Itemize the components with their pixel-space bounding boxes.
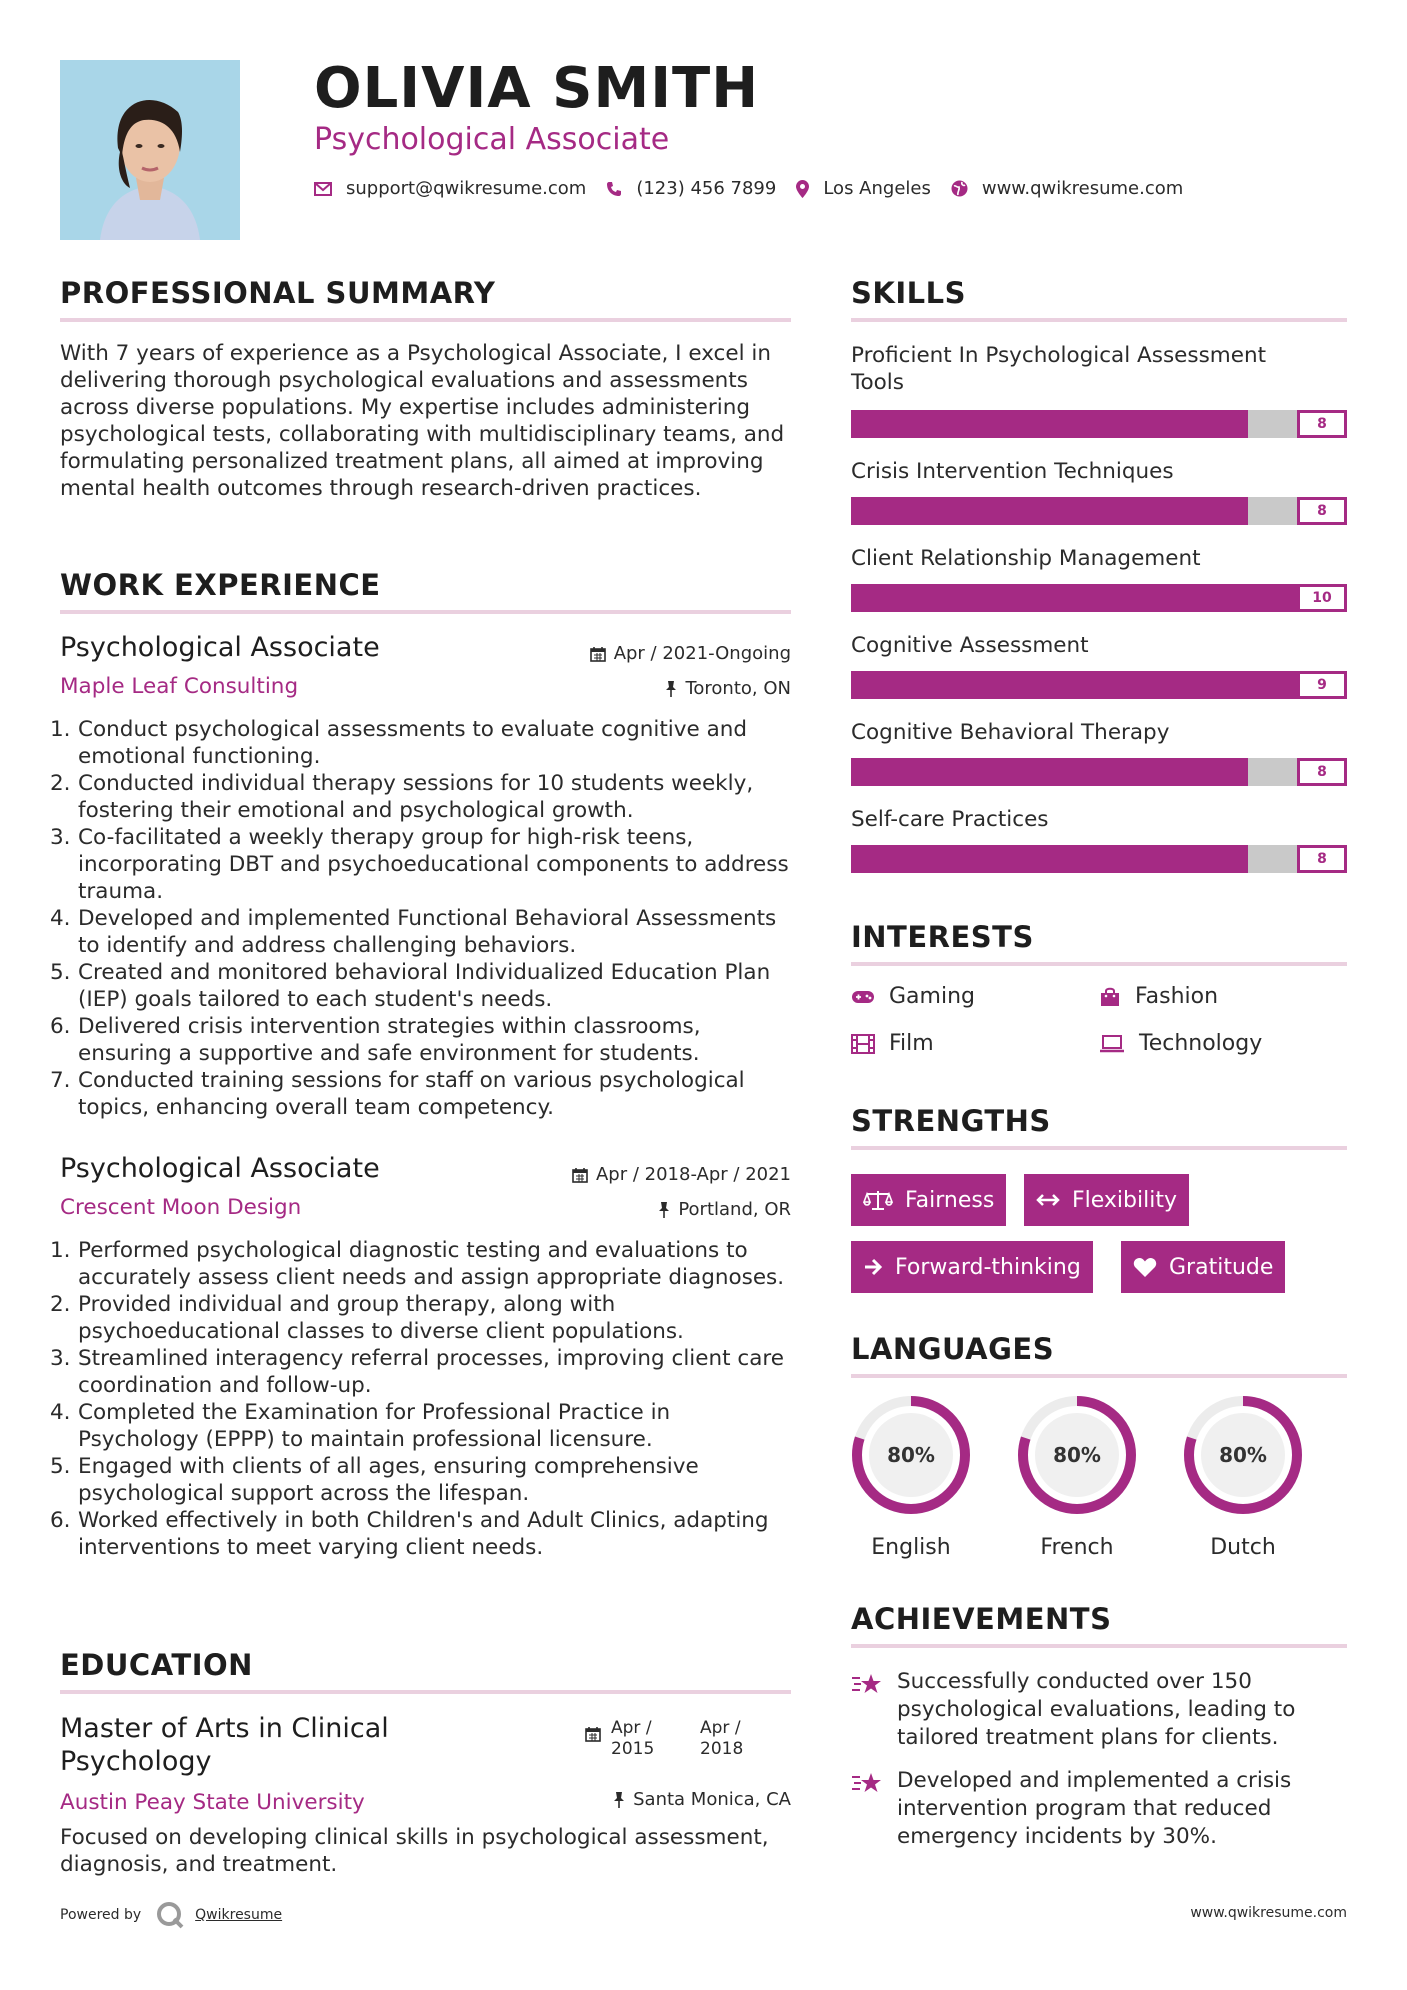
achievements-heading: ACHIEVEMENTS <box>851 1602 1112 1636</box>
interest-item <box>851 1031 934 1056</box>
skill-label: Cognitive Assessment <box>851 633 1089 658</box>
bullet-text: Worked effectively in both Children's and Adult Clinics, adapting interventions to meet varying client needs. <box>78 1508 769 1560</box>
strength-badge <box>1121 1241 1285 1293</box>
skill-label: Proficient In Psychological Assessment Tools <box>851 343 1266 395</box>
bullet-text: Conducted training sessions for staff on various psychological topics, enhancing overall team competency. <box>78 1068 745 1120</box>
language-label: Dutch <box>1210 1535 1276 1560</box>
language-label: French <box>1040 1535 1114 1560</box>
skill-bar-fill <box>851 410 1248 438</box>
calendar-icon <box>590 646 606 662</box>
bullet-text: Conducted individual therapy sessions for 10 students weekly, fostering their emotional and psychological growth. <box>78 771 754 823</box>
skill-bar <box>851 497 1347 525</box>
shopping-bag-icon <box>1099 986 1121 1008</box>
contact-website[interactable] <box>951 178 1183 199</box>
job-dates-text: Apr / 2018-Apr / 2021 <box>595 1164 791 1185</box>
language-percent: 80% <box>1219 1443 1267 1467</box>
globe-icon <box>951 180 968 197</box>
heart-icon <box>1133 1257 1157 1278</box>
language-ring <box>849 1393 973 1517</box>
strengths-rule <box>851 1146 1347 1150</box>
location-text: Los Angeles <box>823 178 931 199</box>
skill-bar <box>851 671 1347 699</box>
edu-start-date <box>611 1718 654 1760</box>
interest-label: Film <box>889 1031 934 1056</box>
edu-start-month: Apr / <box>611 1718 652 1738</box>
bullet-text: Provided individual and group therapy, along with psychoeducational classes to diverse client populations. <box>78 1292 684 1344</box>
list-item: 6. Delivered crisis intervention strategies within classrooms, ensuring a supportive and safe environment for students. <box>50 1014 701 1066</box>
edu-location-text: Santa Monica, CA <box>633 1789 791 1810</box>
powered-by-text: Powered by <box>60 1907 142 1923</box>
balance-scale-icon <box>863 1189 893 1211</box>
list-item: 3. Co-facilitated a weekly therapy group for high-risk teens, incorporating DBT and psychoeducational components to address trauma. <box>50 825 789 904</box>
interest-item <box>851 984 975 1009</box>
interest-item <box>1099 1031 1262 1056</box>
strengths-heading: STRENGTHS <box>851 1104 1051 1138</box>
job-bullets <box>50 1237 790 1561</box>
skill-bar <box>851 758 1347 786</box>
skill-bar <box>851 584 1347 612</box>
strength-label: Fairness <box>905 1187 995 1213</box>
experience-rule <box>60 610 791 614</box>
bullet-text: Delivered crisis intervention strategies within classrooms, ensuring a supportive and safe environment for students. <box>78 1014 701 1066</box>
contact-location <box>796 178 931 199</box>
pushpin-icon <box>613 1791 625 1808</box>
list-item: 2. Conducted individual therapy sessions for 10 students weekly, fostering their emotional and psychological growth. <box>50 771 754 823</box>
job-location-text: Portland, OR <box>678 1199 791 1220</box>
edu-end-month: Apr / <box>700 1718 741 1738</box>
interests-heading: INTERESTS <box>851 920 1034 954</box>
shooting-star-icon <box>851 1670 883 1698</box>
footer-powered <box>60 1900 282 1930</box>
contact-phone[interactable] <box>606 178 776 199</box>
arrow-right-icon <box>863 1258 883 1276</box>
skill-bar-fill <box>851 845 1248 873</box>
skills-heading: SKILLS <box>851 276 966 310</box>
summary-text: With 7 years of experience as a Psychological Associate, I excel in delivering thorough psychological evaluations and assessments across diverse populations. My expertise includes administering psychological tests, collaborating with multidisciplinary teams, and formulating personalized treatment plans, all aimed at improving mental health outcomes through research-driven practices. <box>60 341 785 501</box>
envelope-icon <box>314 182 332 196</box>
list-item: 6. Worked effectively in both Children's and Adult Clinics, adapting interventions to meet varying client needs. <box>50 1508 769 1560</box>
skill-label: Cognitive Behavioral Therapy <box>851 720 1170 745</box>
brand-link[interactable]: Qwikresume <box>195 1907 283 1923</box>
skill-bar-fill <box>851 584 1347 612</box>
strength-badge <box>851 1174 1006 1226</box>
map-marker-icon <box>796 180 809 198</box>
pushpin-icon <box>658 1201 670 1218</box>
job-bullets <box>50 716 790 1121</box>
summary-rule <box>60 318 791 322</box>
bullet-text: Completed the Examination for Professional Practice in Psychology (EPPP) to maintain professional licensure. <box>78 1400 671 1452</box>
edu-end-date <box>700 1718 743 1760</box>
strength-label: Forward-thinking <box>895 1254 1081 1280</box>
strength-badge <box>851 1241 1093 1293</box>
contact-email[interactable] <box>314 178 586 199</box>
website-text: www.qwikresume.com <box>981 178 1184 199</box>
job-dates <box>572 1164 791 1185</box>
list-item: 4. Developed and implemented Functional Behavioral Assessments to identify and address challenging behaviors. <box>50 906 777 958</box>
experience-heading: WORK EXPERIENCE <box>60 568 381 602</box>
achievement-item <box>851 1767 1341 1851</box>
skill-score-badge: 8 <box>1297 410 1347 438</box>
edu-description: Focused on developing clinical skills in psychological assessment, diagnosis, and treatment. <box>60 1825 769 1877</box>
strength-label: Gratitude <box>1169 1254 1274 1280</box>
interest-label: Technology <box>1139 1031 1263 1056</box>
skill-score-badge: 8 <box>1297 497 1347 525</box>
skill-score-badge: 8 <box>1297 758 1347 786</box>
list-item: 1. Conduct psychological assessments to evaluate cognitive and emotional functioning. <box>50 717 748 769</box>
email-text: support@qwikresume.com <box>346 178 587 199</box>
edu-location <box>613 1789 791 1810</box>
interest-label: Fashion <box>1135 984 1219 1009</box>
skill-score-badge: 8 <box>1297 845 1347 873</box>
film-icon <box>851 1034 875 1054</box>
profile-photo <box>60 60 240 240</box>
skill-bar-fill <box>851 758 1248 786</box>
edu-start-year: 2015 <box>611 1739 655 1759</box>
education-rule <box>60 1690 791 1694</box>
list-item: 5. Engaged with clients of all ages, ensuring comprehensive psychological support across the lifespan. <box>50 1454 699 1506</box>
language-ring <box>1181 1393 1305 1517</box>
job-title: Psychological Associate <box>60 1153 380 1184</box>
language-percent: 80% <box>887 1443 935 1467</box>
education-heading: EDUCATION <box>60 1648 253 1682</box>
list-item: 1. Performed psychological diagnostic testing and evaluations to accurately assess client needs and assign appropriate diagnoses. <box>50 1238 785 1290</box>
skill-label: Client Relationship Management <box>851 546 1201 571</box>
skill-score-badge: 9 <box>1297 671 1347 699</box>
job-title: Psychological Associate <box>60 632 380 663</box>
gamepad-icon <box>851 989 875 1005</box>
bullet-text: Streamlined interagency referral processes, improving client care coordination and follow-up. <box>78 1346 784 1398</box>
achievement-item <box>851 1668 1341 1752</box>
job-location-text: Toronto, ON <box>685 678 791 699</box>
languages-rule <box>851 1374 1347 1378</box>
qwikresume-logo-icon <box>155 1900 185 1930</box>
bullet-text: Created and monitored behavioral Individualized Education Plan (IEP) goals tailored to each student's needs. <box>78 960 771 1012</box>
interests-rule <box>851 962 1347 966</box>
pushpin-icon <box>665 680 677 697</box>
bullet-text: Conduct psychological assessments to evaluate cognitive and emotional functioning. <box>78 717 748 769</box>
interest-label: Gaming <box>889 984 975 1009</box>
bullet-text: Co-facilitated a weekly therapy group for high-risk teens, incorporating DBT and psychoeducational components to address trauma. <box>78 825 789 904</box>
footer-website[interactable]: www.qwikresume.com <box>1190 1905 1347 1921</box>
laptop-icon <box>1099 1035 1125 1053</box>
skill-bar-fill <box>851 671 1297 699</box>
bullet-text: Performed psychological diagnostic testing and evaluations to accurately assess client needs and assign appropriate diagnoses. <box>78 1238 785 1290</box>
degree-line-1: Master of Arts in Clinical <box>60 1713 389 1744</box>
strength-label: Flexibility <box>1072 1187 1177 1213</box>
job-location <box>658 1199 791 1220</box>
skill-score-badge: 10 <box>1297 584 1347 612</box>
bullet-text: Developed and implemented Functional Behavioral Assessments to identify and address challenging behaviors. <box>78 906 777 958</box>
shooting-star-icon <box>851 1769 883 1797</box>
school-name: Austin Peay State University <box>60 1790 365 1815</box>
edu-end-year: 2018 <box>700 1739 744 1759</box>
list-item: 3. Streamlined interagency referral processes, improving client care coordination and follow-up. <box>50 1346 784 1398</box>
list-item: 7. Conducted training sessions for staff on various psychological topics, enhancing overall team competency. <box>50 1068 745 1120</box>
language-item <box>1015 1393 1139 1560</box>
job-location <box>665 678 791 699</box>
summary-heading: PROFESSIONAL SUMMARY <box>60 276 496 310</box>
job-dates <box>590 643 791 664</box>
interest-item <box>1099 984 1218 1009</box>
language-item <box>849 1393 973 1560</box>
job-dates-text: Apr / 2021-Ongoing <box>613 643 791 664</box>
achievements-rule <box>851 1644 1347 1648</box>
achievement-text: Successfully conducted over 150 psychological evaluations, leading to tailored treatment plans for clients. <box>897 1669 1296 1750</box>
phone-text: (123) 456 7899 <box>636 178 777 199</box>
job-company: Crescent Moon Design <box>60 1195 302 1220</box>
language-percent: 80% <box>1053 1443 1101 1467</box>
languages-heading: LANGUAGES <box>851 1332 1055 1366</box>
language-item <box>1181 1393 1305 1560</box>
contact-bar <box>314 178 1203 199</box>
achievement-text: Developed and implemented a crisis intervention program that reduced emergency incidents by 30%. <box>897 1768 1292 1849</box>
language-ring <box>1015 1393 1139 1517</box>
arrows-horizontal-icon <box>1036 1193 1060 1207</box>
calendar-icon <box>572 1167 588 1183</box>
skill-label: Self-care Practices <box>851 807 1049 832</box>
phone-icon <box>606 181 622 197</box>
skill-label: Crisis Intervention Techniques <box>851 459 1174 484</box>
skills-rule <box>851 318 1347 322</box>
job-company: Maple Leaf Consulting <box>60 674 299 699</box>
language-label: English <box>871 1535 951 1560</box>
calendar-icon <box>585 1726 601 1742</box>
skill-bar-fill <box>851 497 1248 525</box>
bullet-text: Engaged with clients of all ages, ensuring comprehensive psychological support across the lifespan. <box>78 1454 699 1506</box>
list-item: 5. Created and monitored behavioral Individualized Education Plan (IEP) goals tailored to each student's needs. <box>50 960 771 1012</box>
strength-badge <box>1024 1174 1189 1226</box>
list-item: 2. Provided individual and group therapy, along with psychoeducational classes to diverse client populations. <box>50 1292 684 1344</box>
skill-bar <box>851 845 1347 873</box>
candidate-name: OLIVIA SMITH <box>314 56 760 121</box>
candidate-role: Psychological Associate <box>314 122 670 157</box>
skill-bar <box>851 410 1347 438</box>
degree-line-2: Psychology <box>60 1746 212 1777</box>
list-item: 4. Completed the Examination for Professional Practice in Psychology (EPPP) to maintain professional licensure. <box>50 1400 671 1452</box>
